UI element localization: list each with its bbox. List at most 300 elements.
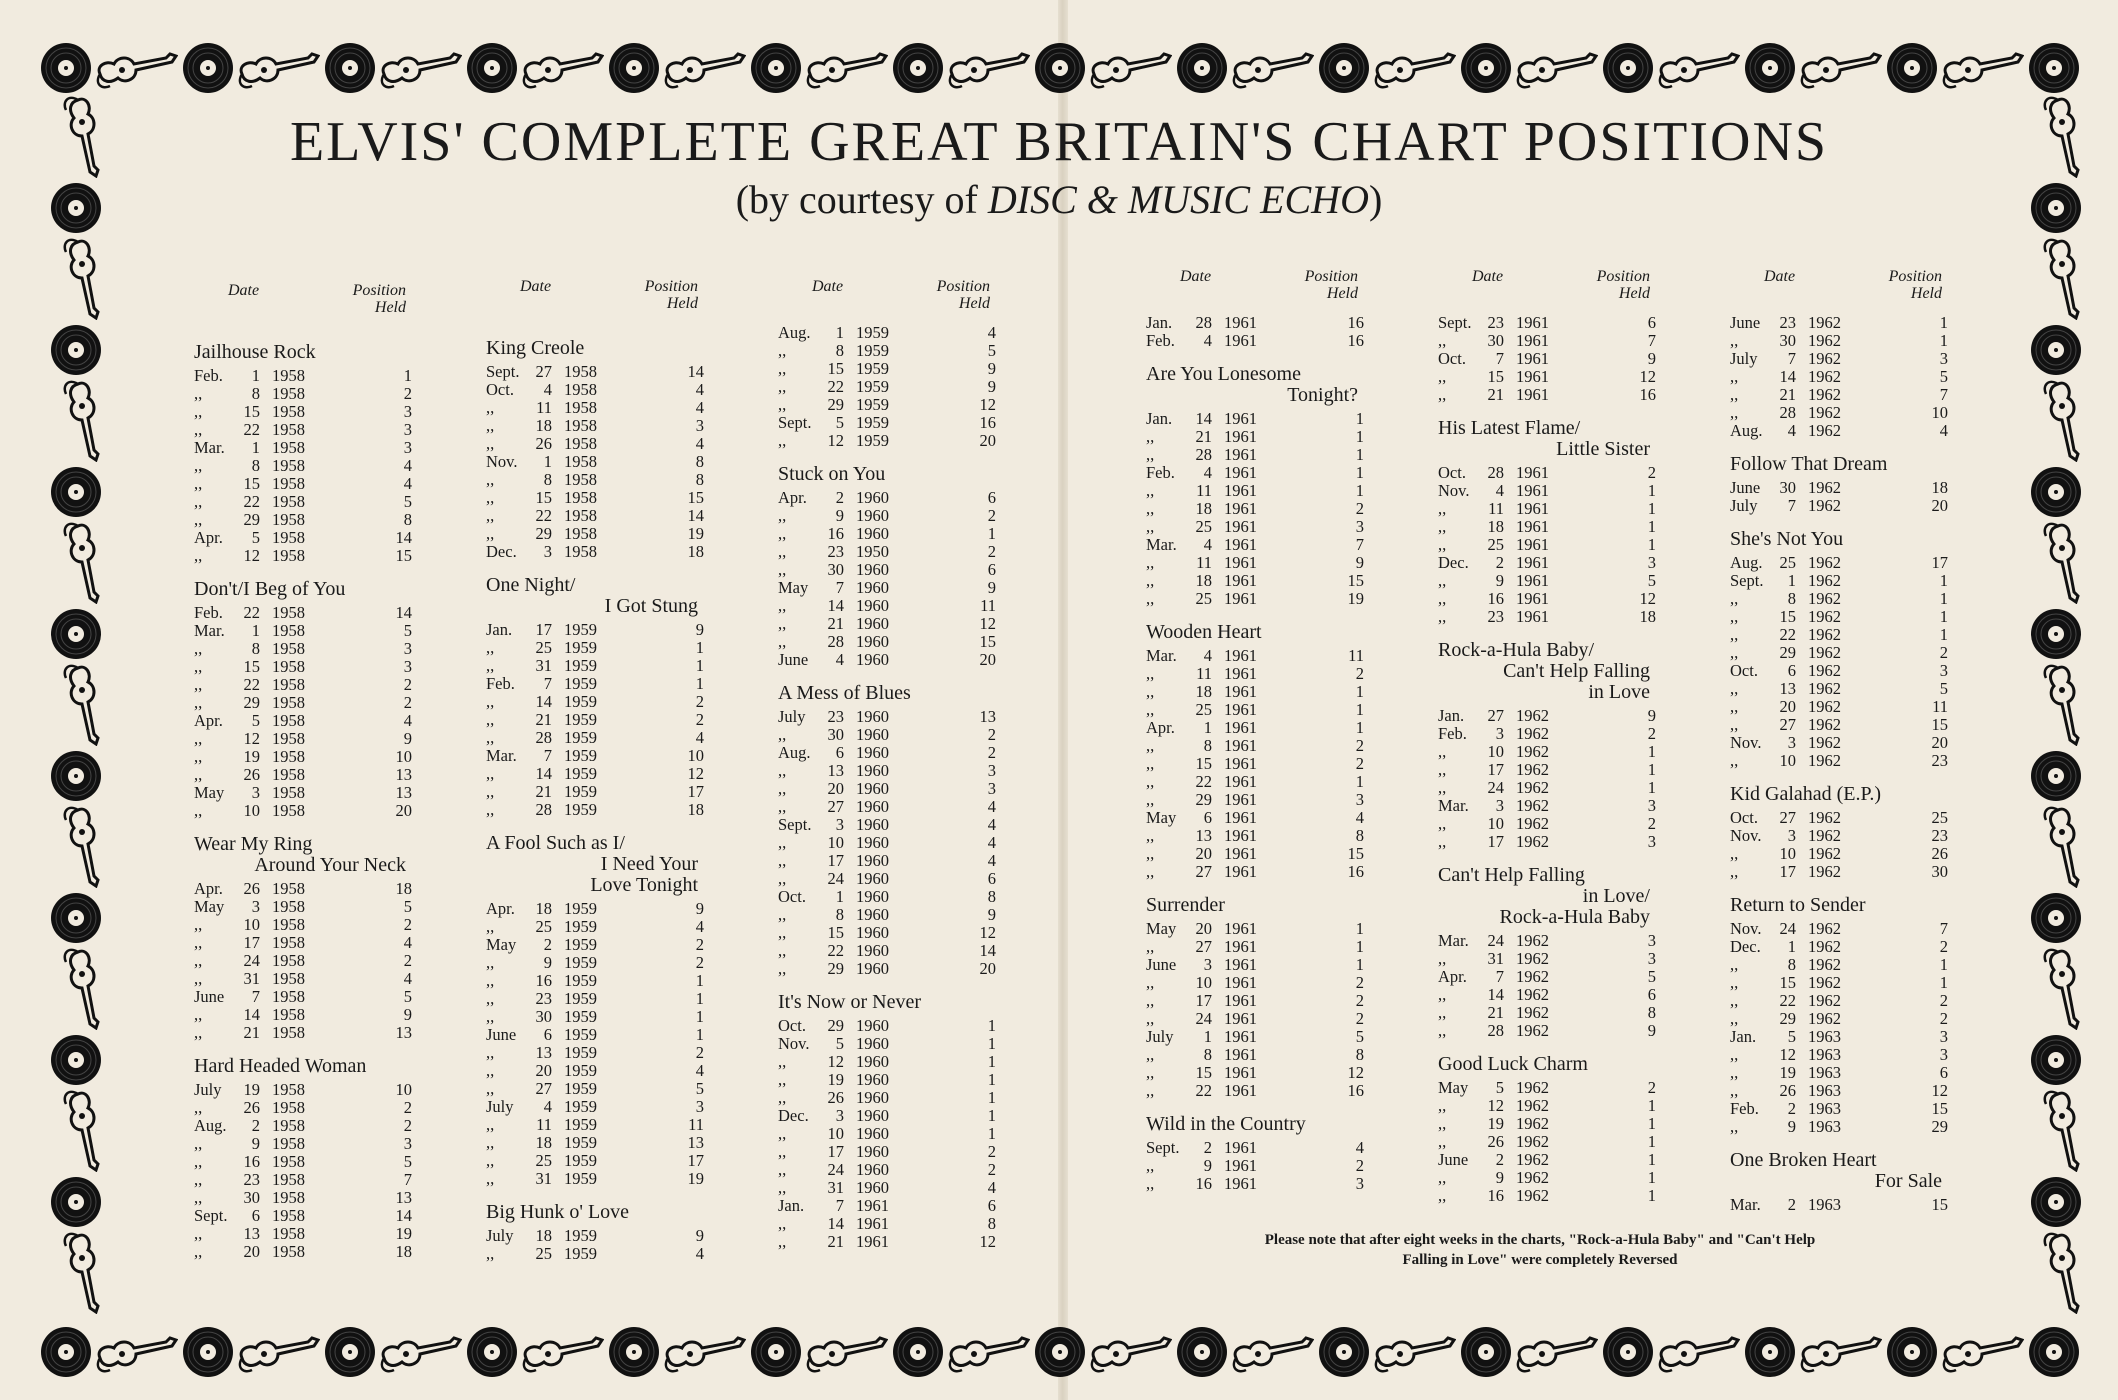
entry-day: 13	[827, 761, 844, 780]
entry-year: 1958	[272, 1242, 305, 1261]
vinyl-record-icon	[1034, 42, 1086, 94]
entry-position: 12	[1931, 1081, 1948, 1100]
entry-month: ,,	[1730, 715, 1739, 734]
entry-year: 1961	[1224, 1081, 1257, 1100]
entry-position: 4	[987, 851, 996, 870]
chart-entry-row	[1730, 626, 1956, 644]
entry-position: 3	[1647, 796, 1656, 815]
chart-entry-row	[1438, 464, 1664, 482]
entry-year: 1958	[272, 384, 305, 403]
entry-month: ,,	[1146, 1045, 1155, 1064]
entry-month: ,,	[778, 869, 787, 888]
chart-entry-row	[1438, 1187, 1664, 1205]
chart-entry-row	[486, 675, 712, 693]
entry-day: 18	[1195, 499, 1212, 518]
entry-year: 1961	[1224, 313, 1257, 332]
entry-year: 1959	[564, 1007, 597, 1026]
entry-position: 3	[1647, 931, 1656, 950]
chart-entry-row	[778, 489, 1004, 507]
chart-entry-row	[486, 1080, 712, 1098]
entry-month: Nov.	[778, 1034, 810, 1053]
song-title-line: She's Not You	[1730, 528, 1844, 550]
chart-entry-row	[194, 475, 420, 493]
chart-entry-row	[1146, 500, 1372, 518]
entry-day: 12	[1779, 1045, 1796, 1064]
entry-month: June	[778, 650, 809, 669]
entry-position: 9	[987, 905, 996, 924]
entry-year: 1960	[856, 650, 889, 669]
entry-year: 1961	[1224, 445, 1257, 464]
position-header-line: Position	[1596, 268, 1650, 285]
vinyl-record-icon	[608, 1326, 660, 1378]
entry-month: May	[778, 578, 809, 597]
entry-position: 20	[979, 650, 996, 669]
entry-position: 18	[687, 542, 704, 561]
entry-position: 1	[1355, 463, 1364, 482]
entry-year: 1960	[856, 506, 889, 525]
entry-day: 3	[1495, 796, 1504, 815]
entry-day: 8	[1787, 955, 1796, 974]
entry-day: 10	[1487, 814, 1504, 833]
entry-year: 1962	[1808, 571, 1841, 590]
guitar-icon	[1516, 44, 1598, 92]
entry-month: ,,	[486, 1169, 495, 1188]
chart-entry-row	[194, 1135, 420, 1153]
chart-entry-row	[194, 712, 420, 730]
entry-day: 19	[243, 747, 260, 766]
entry-month: Aug.	[778, 323, 811, 342]
position-header	[1597, 268, 1650, 302]
entry-month: ,,	[194, 765, 203, 784]
chart-entry-row	[486, 381, 712, 399]
position-header	[937, 278, 990, 312]
entry-month: ,,	[1438, 367, 1447, 386]
entry-day: 28	[535, 728, 552, 747]
chart-entry-row	[1730, 845, 1956, 863]
entry-position: 11	[688, 1115, 704, 1134]
entry-year: 1961	[1224, 973, 1257, 992]
entry-day: 31	[827, 1178, 844, 1197]
entry-month: July	[486, 1226, 514, 1245]
entry-position: 12	[979, 923, 996, 942]
guitar-icon	[96, 44, 178, 92]
entry-day: 16	[243, 1152, 260, 1171]
entry-year: 1962	[1808, 1009, 1841, 1028]
entry-year: 1959	[564, 674, 597, 693]
vinyl-record-icon	[2030, 1176, 2082, 1228]
entry-year: 1962	[1516, 796, 1549, 815]
chart-entry-row	[778, 960, 1004, 978]
entry-month: ,,	[1730, 697, 1739, 716]
chart-entry-row	[1730, 863, 1956, 881]
entry-position: 2	[987, 506, 996, 525]
entry-month: May	[1146, 919, 1177, 938]
entry-position: 4	[403, 711, 412, 730]
entry-year: 1959	[564, 638, 597, 657]
entry-day: 8	[835, 341, 844, 360]
chart-entry-row	[1730, 938, 1956, 956]
entry-day: 23	[827, 542, 844, 561]
entry-day: 30	[1779, 478, 1796, 497]
entry-day: 18	[535, 416, 552, 435]
entry-position: 3	[1939, 1045, 1948, 1064]
entry-month: ,,	[1730, 844, 1739, 863]
entry-month: ,,	[1438, 1168, 1447, 1187]
entry-day: 3	[1495, 724, 1504, 743]
entry-position: 1	[1647, 517, 1656, 536]
song-title-line: Follow That Dream	[1730, 453, 1888, 475]
entry-month: Oct.	[1730, 661, 1758, 680]
entry-month: Sept.	[486, 362, 520, 381]
entry-year: 1960	[856, 725, 889, 744]
entry-year: 1960	[856, 1088, 889, 1107]
chart-entry-row	[486, 363, 712, 381]
entry-day: 22	[535, 506, 552, 525]
chart-entry-row	[194, 1117, 420, 1135]
entry-year: 1962	[1516, 814, 1549, 833]
guitar-icon	[1374, 1328, 1456, 1376]
chart-entry-row	[194, 1024, 420, 1042]
chart-entry-row	[778, 579, 1004, 597]
entry-day: 13	[1195, 826, 1212, 845]
vinyl-record-icon	[50, 1176, 102, 1228]
vinyl-record-icon	[40, 1326, 92, 1378]
entry-month: July	[1146, 1027, 1174, 1046]
entry-month: ,,	[1730, 1045, 1739, 1064]
entry-position: 13	[395, 1188, 412, 1207]
entry-month: Aug.	[1730, 553, 1763, 572]
song-title-line: Wooden Heart	[1146, 621, 1262, 643]
chart-entry-row	[194, 1006, 420, 1024]
entry-position: 13	[395, 783, 412, 802]
entry-month: May	[1146, 808, 1177, 827]
entry-day: 7	[543, 674, 552, 693]
vinyl-record-icon	[50, 466, 102, 518]
entry-month: ,,	[1146, 481, 1155, 500]
entry-month: ,,	[194, 801, 203, 820]
chart-entry-row	[1730, 974, 1956, 992]
chart-entry-row	[778, 414, 1004, 432]
guitar-icon	[1090, 1328, 1172, 1376]
entry-year: 1958	[272, 693, 305, 712]
song-block	[1146, 364, 1372, 608]
entry-year: 1961	[1516, 589, 1549, 608]
entry-day: 24	[1487, 778, 1504, 797]
entry-year: 1961	[1224, 1138, 1257, 1157]
entry-year: 1962	[1516, 1114, 1549, 1133]
song-title-line: Stuck on You	[778, 463, 886, 485]
chart-entry-row	[778, 543, 1004, 561]
entry-year: 1961	[1224, 1027, 1257, 1046]
entry-position: 5	[403, 897, 412, 916]
chart-entry-row	[486, 765, 712, 783]
entry-position: 8	[1355, 826, 1364, 845]
chart-entry-row	[1146, 1175, 1372, 1193]
position-header-line: Held	[1910, 285, 1942, 302]
entry-day: 8	[835, 905, 844, 924]
entry-year: 1959	[564, 620, 597, 639]
entry-day: 7	[835, 1196, 844, 1215]
entry-position: 8	[987, 887, 996, 906]
chart-entry-row	[1730, 479, 1956, 497]
chart-entry-row	[194, 658, 420, 676]
vinyl-record-icon	[1460, 1326, 1512, 1378]
entry-year: 1961	[1224, 1009, 1257, 1028]
vinyl-record-icon	[1318, 1326, 1370, 1378]
entry-year: 1960	[856, 833, 889, 852]
entry-day: 9	[251, 1134, 260, 1153]
entry-month: ,,	[1146, 682, 1155, 701]
chart-entry-row	[1730, 827, 1956, 845]
chart-entry-row	[194, 784, 420, 802]
entry-day: 28	[1487, 463, 1504, 482]
entry-month: Jan.	[1146, 313, 1173, 332]
entry-day: 11	[1196, 664, 1212, 683]
guitar-icon	[1516, 1328, 1598, 1376]
entry-day: 28	[827, 632, 844, 651]
entry-position: 13	[395, 765, 412, 784]
entry-year: 1958	[272, 1170, 305, 1189]
entry-year: 1958	[272, 933, 305, 952]
entry-position: 1	[1939, 571, 1948, 590]
entry-day: 27	[535, 1079, 552, 1098]
entry-month: ,,	[1438, 331, 1447, 350]
entry-month: ,,	[1730, 643, 1739, 662]
entry-position: 1	[1355, 772, 1364, 791]
entry-day: 4	[1203, 331, 1212, 350]
chart-entry-row	[1438, 1004, 1664, 1022]
chart-entry-row	[194, 694, 420, 712]
entry-day: 12	[243, 729, 260, 748]
entry-position: 11	[1932, 697, 1948, 716]
entry-position: 1	[1647, 481, 1656, 500]
chart-entry-row	[486, 453, 712, 471]
entry-month: ,,	[778, 1052, 787, 1071]
chart-entry-row	[1146, 683, 1372, 701]
entry-day: 4	[543, 1097, 552, 1116]
entry-year: 1960	[856, 1142, 889, 1161]
chart-entry-row	[486, 1152, 712, 1170]
entry-year: 1962	[1516, 778, 1549, 797]
entry-month: May	[1438, 1078, 1469, 1097]
chart-entry-row	[1730, 386, 1956, 404]
chart-entry-row	[778, 780, 1004, 798]
chart-entry-row	[778, 906, 1004, 924]
chart-entry-row	[1146, 1139, 1372, 1157]
entry-position: 3	[403, 639, 412, 658]
entry-year: 1962	[1516, 1096, 1549, 1115]
footnote: Please note that after eight weeks in the charts, "Rock-a-Hula Baby" and "Can't Help Falling in Love" were completely Reversed	[1264, 1232, 1816, 1268]
entry-month: ,,	[1146, 973, 1155, 992]
entry-day: 2	[1495, 553, 1504, 572]
position-header-line: Held	[1326, 285, 1358, 302]
chart-entry-row	[1438, 1079, 1664, 1097]
chart-entry-row	[778, 1233, 1004, 1251]
entry-month: ,,	[194, 1005, 203, 1024]
entry-position: 4	[695, 434, 704, 453]
entry-position: 1	[987, 1124, 996, 1143]
song-block	[1438, 865, 1664, 1040]
guitar-icon	[1942, 44, 2024, 92]
entry-year: 1962	[1516, 1186, 1549, 1205]
song-title	[1730, 784, 1956, 805]
entry-year: 1962	[1516, 706, 1549, 725]
chart-entry-row	[486, 417, 712, 435]
guitar-icon	[2028, 380, 2082, 462]
position-header-line: Position	[1304, 268, 1358, 285]
guitar-icon	[2028, 948, 2082, 1030]
entry-month: ,,	[194, 1224, 203, 1243]
entry-month: ,,	[194, 1023, 203, 1042]
entry-day: 4	[1495, 481, 1504, 500]
song-block	[1146, 622, 1372, 881]
entry-month: ,,	[486, 782, 495, 801]
entry-month: Apr.	[194, 528, 223, 547]
chart-entry-row	[1438, 932, 1664, 950]
entry-month: ,,	[1146, 844, 1155, 863]
chart-entry-row	[778, 432, 1004, 450]
entry-day: 3	[835, 815, 844, 834]
entry-day: 23	[243, 1170, 260, 1189]
entry-month: Dec.	[1438, 553, 1469, 572]
entry-position: 8	[987, 1214, 996, 1233]
entry-month: ,,	[778, 923, 787, 942]
chart-entry-row	[778, 615, 1004, 633]
entry-year: 1960	[856, 869, 889, 888]
entry-day: 14	[1195, 409, 1212, 428]
entry-position: 1	[1647, 1168, 1656, 1187]
chart-entry-row	[1146, 1028, 1372, 1046]
chart-entry-row	[194, 1171, 420, 1189]
entry-year: 1959	[564, 1133, 597, 1152]
entry-year: 1961	[1224, 517, 1257, 536]
entry-month: ,,	[486, 692, 495, 711]
entry-year: 1962	[1808, 715, 1841, 734]
entry-month: July	[1730, 496, 1758, 515]
song-title	[486, 1202, 712, 1223]
entry-day: 7	[835, 578, 844, 597]
entry-day: 1	[251, 366, 260, 385]
entry-day: 17	[1195, 991, 1212, 1010]
entry-position: 18	[687, 800, 704, 819]
song-block	[1438, 1054, 1664, 1205]
chart-entry-row	[1730, 809, 1956, 827]
entry-day: 22	[1779, 625, 1796, 644]
chart-entry-row	[1146, 647, 1372, 665]
entry-year: 1962	[1808, 589, 1841, 608]
entry-year: 1959	[564, 989, 597, 1008]
chart-entry-row	[486, 1227, 712, 1245]
entry-day: 1	[1787, 937, 1796, 956]
vinyl-record-icon	[1034, 1326, 1086, 1378]
vinyl-record-icon	[1176, 1326, 1228, 1378]
entry-month: ,,	[1438, 1021, 1447, 1040]
chart-entry-row	[1438, 1151, 1664, 1169]
entry-position: 5	[403, 621, 412, 640]
entry-day: 8	[1203, 736, 1212, 755]
chart-entry-row	[194, 880, 420, 898]
entry-position: 14	[687, 506, 704, 525]
entry-year: 1962	[1516, 1078, 1549, 1097]
entry-day: 20	[1779, 697, 1796, 716]
entry-day: 29	[1195, 790, 1212, 809]
chart-entry-row	[486, 543, 712, 561]
entry-day: 5	[251, 528, 260, 547]
chart-entry-row	[194, 640, 420, 658]
chart-entry-row	[194, 934, 420, 952]
entry-month: Jan.	[1438, 706, 1465, 725]
entry-year: 1962	[1808, 679, 1841, 698]
entry-position: 11	[980, 596, 996, 615]
subtitle-publication: DISC & MUSIC ECHO	[987, 177, 1369, 222]
entry-month: ,,	[1438, 535, 1447, 554]
entry-day: 27	[1779, 715, 1796, 734]
entry-year: 1961	[1516, 535, 1549, 554]
song-title-line: Kid Galahad (E.P.)	[1730, 783, 1882, 805]
entry-month: ,,	[194, 693, 203, 712]
entry-position: 14	[979, 941, 996, 960]
chart-entry-row	[778, 507, 1004, 525]
entry-year: 1958	[272, 783, 305, 802]
entry-year: 1958	[564, 380, 597, 399]
guitar-icon	[948, 1328, 1030, 1376]
entry-month: ,,	[1730, 385, 1739, 404]
song-title-line: Love Tonight	[590, 874, 698, 896]
chart-entry-row	[1146, 845, 1372, 863]
guitar-icon	[2028, 238, 2082, 320]
entry-position: 9	[1647, 1021, 1656, 1040]
entry-month: ,,	[486, 1115, 495, 1134]
chart-entry-row	[1146, 665, 1372, 683]
entry-month: ,,	[778, 797, 787, 816]
chart-entry-row	[194, 421, 420, 439]
vinyl-record-icon	[2030, 466, 2082, 518]
entry-month: Feb.	[1146, 463, 1175, 482]
entry-year: 1961	[1224, 646, 1257, 665]
chart-entry-row	[1438, 743, 1664, 761]
entry-day: 8	[251, 639, 260, 658]
entry-day: 7	[251, 987, 260, 1006]
entry-month: Oct.	[486, 380, 514, 399]
entry-month: ,,	[778, 524, 787, 543]
entry-position: 1	[1355, 409, 1364, 428]
song-title	[194, 834, 420, 876]
entry-year: 1960	[856, 524, 889, 543]
entry-year: 1958	[564, 470, 597, 489]
entry-year: 1959	[856, 377, 889, 396]
entry-position: 1	[403, 366, 412, 385]
chart-entry-row	[778, 852, 1004, 870]
song-title	[1146, 364, 1372, 406]
entry-month: ,,	[778, 560, 787, 579]
chart-entry-row	[486, 711, 712, 729]
entry-day: 9	[1203, 1156, 1212, 1175]
entry-month: ,,	[194, 933, 203, 952]
chart-entry-row	[486, 972, 712, 990]
entry-month: ,,	[486, 953, 495, 972]
chart-entry-row	[486, 900, 712, 918]
chart-entry-row	[1438, 590, 1664, 608]
entry-year: 1958	[272, 675, 305, 694]
entry-month: ,,	[778, 833, 787, 852]
entry-year: 1958	[272, 657, 305, 676]
chart-column-1	[194, 282, 420, 1261]
entry-day: 17	[1779, 862, 1796, 881]
entry-year: 1962	[1516, 985, 1549, 1004]
entry-position: 2	[403, 693, 412, 712]
entry-year: 1958	[564, 524, 597, 543]
entry-day: 11	[1196, 553, 1212, 572]
